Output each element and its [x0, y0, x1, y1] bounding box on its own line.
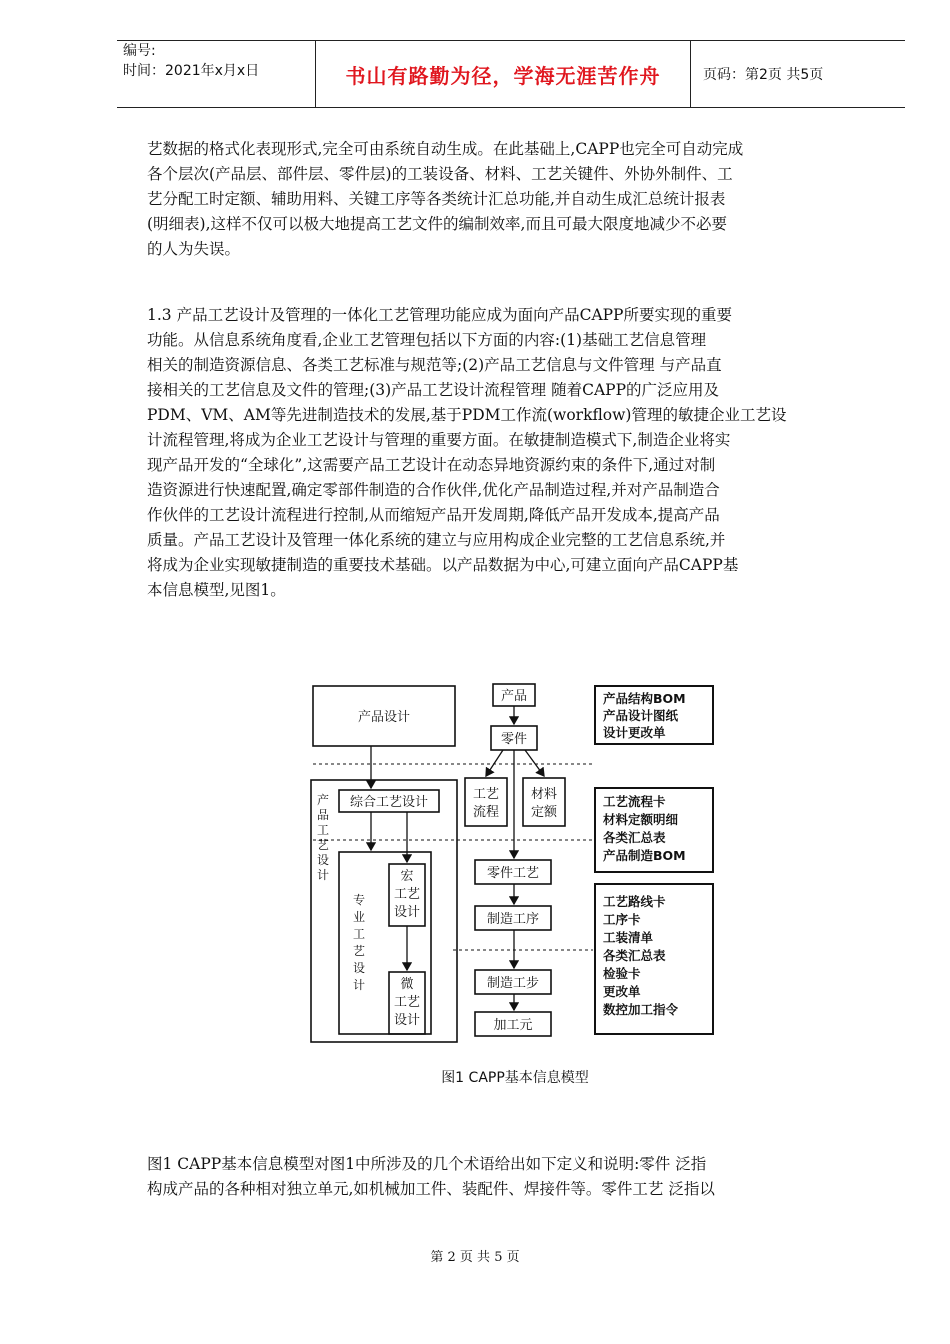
fig-integrated-design: 综合工艺设计: [349, 795, 429, 810]
svg-text:艺: 艺: [352, 944, 366, 958]
text-line: 的人为失误。: [147, 240, 241, 258]
page-footer: 第 2 页 共 5 页: [430, 1250, 520, 1265]
fig-specialist-label: [353, 892, 365, 992]
fig-machining-element: 加工元: [493, 1018, 533, 1033]
figure-capp-model: [303, 672, 727, 1096]
svg-text:专: 专: [352, 893, 366, 907]
header-page-info: 页码：第2页 共5页: [703, 67, 824, 83]
box3-line: 检验卡: [603, 966, 641, 981]
text-line: PDM、VM、AM等先进制造技术的发展,基于PDM工作流(workflow)管理的敏捷企业工艺设: [147, 406, 787, 424]
header-motto: 书山有路勤为径，学海无涯苦作舟: [315, 41, 691, 107]
svg-text:产: 产: [316, 793, 330, 807]
box2-line: 产品制造BOM: [603, 848, 686, 863]
svg-text:设: 设: [316, 853, 330, 867]
process-design-frame: [311, 780, 457, 1042]
svg-text:计: 计: [316, 868, 330, 882]
fig-mfg-step: 制造工步: [486, 976, 540, 991]
paragraph-1: [147, 137, 877, 262]
svg-text:工: 工: [352, 927, 366, 941]
text-line: 艺分配工时定额、辅助用料、关键工序等各类统计汇总功能,并自动生成汇总统计报表: [147, 190, 726, 208]
text-line: 本信息模型,见图1。: [147, 581, 286, 599]
text-line: 作伙伴的工艺设计流程进行控制,从而缩短产品开发周期,降低产品开发成本,提高产品: [147, 506, 720, 524]
fig-part: 零件: [500, 732, 528, 747]
box2-line: 材料定额明细: [603, 812, 679, 827]
fig-micro-2: 工艺: [393, 995, 421, 1010]
fig-macro-1: 宏: [400, 869, 414, 884]
text-line: 现产品开发的“全球化”,这需要产品工艺设计在动态异地资源约束的条件下,通过对制: [147, 456, 716, 474]
box3-line: 数控加工指令: [603, 1002, 679, 1017]
box3-line: 工装清单: [603, 930, 654, 945]
serial-label: 编号:: [123, 43, 156, 59]
text-line: 质量。产品工艺设计及管理一体化系统的建立与应用构成企业完整的工艺信息系统,并: [147, 531, 726, 549]
fig-macro-3: 设计: [393, 905, 421, 920]
text-line: 艺数据的格式化表现形式,完全可由系统自动生成。在此基础上,CAPP也完全可自动完成: [147, 140, 744, 158]
text-line: 功能。从信息系统角度看,企业工艺管理包括以下方面的内容:(1)基础工艺信息管理: [147, 331, 707, 349]
fig-micro-3: 设计: [393, 1013, 421, 1028]
box2-line: 各类汇总表: [603, 830, 666, 845]
text-line: 构成产品的各种相对独立单元,如机械加工件、装配件、焊接件等。零件工艺 泛指以: [147, 1180, 715, 1198]
text-line: (明细表),这样不仅可以极大地提高工艺文件的编制效率,而且可最大限度地减少不必要: [147, 215, 727, 233]
fig-process-flow-2: 流程: [472, 805, 500, 820]
box3-line: 工序卡: [603, 912, 641, 927]
fig-process-flow-1: 工艺: [472, 787, 500, 802]
fig-micro-1: 微: [400, 977, 414, 992]
text-line: 图1 CAPP基本信息模型对图1中所涉及的几个术语给出如下定义和说明:零件 泛指: [147, 1155, 707, 1173]
box1-line: 设计更改单: [603, 725, 666, 740]
text-line: 1.3 产品工艺设计及管理的一体化工艺管理功能应成为面向产品CAPP所要实现的重要: [147, 306, 732, 324]
text-line: 将成为企业实现敏捷制造的重要技术基础。以产品数据为中心,可建立面向产品CAPP基: [147, 556, 739, 574]
paragraph-3: [147, 1152, 877, 1202]
svg-text:工: 工: [316, 823, 330, 837]
page-header: [117, 40, 905, 108]
box2-line: 工艺流程卡: [603, 794, 666, 809]
svg-text:设: 设: [352, 961, 366, 975]
date-label: 时间：2021年x月x日: [123, 63, 260, 79]
fig-side-label: [317, 792, 329, 882]
text-line: 各个层次(产品层、部件层、零件层)的工装设备、材料、工艺关键件、外协外制件、工: [147, 165, 733, 183]
fig-mfg-operation: 制造工序: [486, 912, 540, 927]
text-line: 相关的制造资源信息、各类工艺标准与规范等;(2)产品工艺信息与文件管理 与产品直: [147, 356, 722, 374]
fig-material-1: 材料: [530, 787, 558, 802]
text-line: 接相关的工艺信息及文件的管理;(3)产品工艺设计流程管理 随着CAPP的广泛应用及: [147, 381, 720, 399]
paragraph-2: [147, 303, 877, 603]
fig-product: 产品: [500, 689, 528, 704]
svg-text:计: 计: [352, 978, 366, 992]
fig-material-2: 定额: [530, 805, 558, 820]
fig-product-design: 产品设计: [357, 710, 411, 725]
fig-macro-2: 工艺: [393, 887, 421, 902]
box3-line: 各类汇总表: [603, 948, 666, 963]
fig-part-process: 零件工艺: [486, 866, 540, 881]
box1-line: 产品设计图纸: [603, 708, 679, 723]
box3-line: 更改单: [603, 984, 641, 999]
header-meta: [117, 41, 315, 107]
capp-diagram: [303, 672, 727, 1096]
figure-caption: 图1 CAPP基本信息模型: [441, 1070, 589, 1086]
text-line: 计流程管理,将成为企业工艺设计与管理的重要方面。在敏捷制造模式下,制造企业将实: [147, 431, 731, 449]
text-line: 造资源进行快速配置,确定零部件制造的合作伙伴,优化产品制造过程,并对产品制造合: [147, 481, 720, 499]
svg-text:品: 品: [316, 808, 330, 822]
svg-text:艺: 艺: [316, 838, 330, 852]
box1-line: 产品结构BOM: [603, 691, 686, 706]
box3-line: 工艺路线卡: [603, 894, 666, 909]
svg-text:业: 业: [352, 910, 366, 924]
